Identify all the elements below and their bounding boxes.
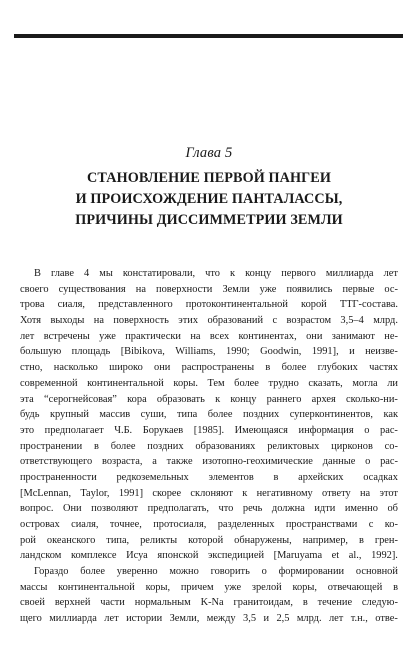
word: ландском: [20, 550, 62, 562]
word: et: [331, 550, 340, 562]
chapter-label: Глава 5: [185, 145, 233, 161]
word: уже: [259, 283, 277, 295]
word: не-: [384, 330, 398, 342]
word: течение: [317, 597, 353, 609]
chapter-title-line: СТАНОВЛЕНИЕ ПЕРВОЙ ПАНГЕИ: [87, 170, 331, 186]
word: Taylor,: [80, 487, 110, 499]
word: более: [110, 440, 136, 452]
word: о: [364, 424, 370, 436]
word: неизве-: [365, 346, 398, 358]
word: суперконтинентов,: [289, 409, 373, 421]
word: 1992].: [371, 550, 398, 562]
word: отве-: [375, 613, 398, 625]
word: основной: [355, 566, 398, 578]
word: о: [365, 456, 371, 468]
word: об: [387, 503, 398, 515]
word: позволяют: [91, 503, 139, 515]
word: коры,: [145, 581, 171, 593]
word: следую-: [361, 597, 398, 609]
chapter-title-line: ПРИЧИНЫ ДИССИММЕТРИИ ЗЕМЛИ: [75, 212, 343, 228]
word: Борукаев: [142, 424, 184, 436]
word: идти: [314, 503, 336, 515]
word: континентах,: [238, 330, 297, 342]
word: крупный: [49, 409, 89, 421]
word: Исуа: [126, 550, 148, 562]
word: редкоземельных: [116, 471, 189, 483]
text-line: [20, 297, 398, 313]
word: поздних: [242, 409, 280, 421]
word: лет: [328, 613, 344, 625]
text-line: [20, 486, 398, 502]
word: млрд.: [296, 613, 322, 625]
word: “серогнейсовая”: [43, 393, 117, 405]
word: сиаля,: [57, 299, 86, 311]
word: этих: [178, 315, 199, 327]
word: в: [302, 597, 308, 609]
word: Они: [62, 503, 82, 515]
word: образованиях: [195, 440, 256, 452]
body-text: [20, 266, 398, 627]
word: миллиарда: [325, 268, 374, 279]
word: [1985].: [193, 424, 225, 436]
word: Williams,: [175, 346, 216, 358]
word: коры,: [292, 581, 317, 593]
word: более: [80, 566, 106, 578]
word: истории: [126, 613, 163, 625]
word: причем: [180, 581, 214, 593]
text-line: [20, 470, 398, 486]
word: в: [93, 440, 99, 452]
word: обнаружены,: [234, 534, 292, 546]
word: изотопно-геохимические: [202, 456, 313, 468]
word: распространены: [181, 362, 255, 374]
word: площадь: [71, 346, 111, 358]
word: именно: [344, 503, 378, 515]
word: они: [154, 362, 171, 374]
word: и: [349, 346, 355, 358]
word: континентальной: [58, 581, 135, 593]
word: ко-: [384, 519, 398, 530]
word: в: [273, 471, 279, 483]
text-line: [20, 313, 398, 329]
chapter-title: [0, 168, 418, 231]
word: Земли: [222, 283, 250, 295]
word: на: [190, 330, 201, 342]
word: на: [360, 487, 371, 499]
word: 3,5–4: [340, 315, 364, 327]
word: этот: [379, 487, 398, 499]
word: концу: [230, 393, 257, 405]
word: Хотя: [20, 315, 42, 327]
word: выходы: [50, 315, 85, 327]
word: к: [215, 393, 221, 405]
word: типа: [176, 409, 198, 421]
word: также: [166, 456, 193, 468]
word: предполагать,: [147, 503, 209, 515]
word: встречены: [43, 330, 90, 342]
text-line: [20, 501, 398, 517]
text-line: [20, 423, 398, 439]
word: это: [20, 424, 35, 436]
word: формировании: [278, 566, 345, 578]
text-line: [20, 517, 398, 533]
word: протоконтинентальной: [185, 299, 288, 311]
word: [Bibikova,: [120, 346, 165, 358]
word: млрд.: [373, 315, 398, 327]
word: современной: [20, 377, 78, 389]
word: протосиаля,: [153, 519, 207, 530]
word: Тем: [207, 377, 225, 389]
word: возрастом: [286, 315, 332, 327]
word: склоняют: [190, 487, 233, 499]
word: к: [230, 268, 236, 279]
text-line: [20, 595, 398, 611]
word: возраста,: [101, 456, 143, 468]
word: реликты: [140, 534, 178, 546]
word: о: [261, 566, 267, 578]
word: верхней: [54, 597, 91, 609]
word: В: [34, 268, 41, 279]
word: рас-: [380, 456, 398, 468]
word: массив: [99, 409, 131, 421]
word: своего: [20, 283, 49, 295]
word: как: [383, 409, 398, 421]
text-line: [20, 266, 398, 282]
word: образований: [207, 315, 264, 327]
text-line: [20, 407, 398, 423]
word: занимают: [331, 330, 375, 342]
word: негативному: [256, 487, 313, 499]
word: констатировали,: [122, 268, 196, 279]
word: что: [205, 268, 220, 279]
word: ответствующего: [20, 456, 93, 468]
word: уже: [224, 581, 242, 593]
word: и: [263, 613, 270, 625]
word: большую: [20, 346, 62, 358]
word: сиаля,: [71, 519, 99, 530]
text-line: [20, 376, 398, 392]
word: предполагает: [44, 424, 104, 436]
word: экспедицией: [207, 550, 265, 562]
word: реликтовых: [267, 440, 320, 452]
word: что: [218, 503, 234, 515]
word: более: [234, 377, 259, 389]
text-line: [20, 360, 398, 376]
word: более: [207, 409, 233, 421]
word: ТТГ-состава.: [339, 299, 398, 311]
word: первого: [281, 268, 316, 279]
word: с: [368, 519, 374, 530]
word: сколько-ни-: [346, 393, 398, 405]
text-line: [20, 548, 398, 564]
word: пространенности: [20, 471, 97, 483]
word: речь: [242, 503, 263, 515]
word: например,: [302, 534, 349, 546]
word: поверхности: [156, 283, 213, 295]
word: коры.: [173, 377, 198, 389]
word: своей: [20, 597, 45, 609]
word: информация: [298, 424, 354, 436]
word: поздних: [147, 440, 184, 452]
word: более: [281, 362, 307, 374]
word: рас-: [380, 424, 398, 436]
word: континентальной: [87, 377, 164, 389]
text-line: [20, 282, 398, 298]
word: всех: [209, 330, 230, 342]
word: ос-: [384, 283, 398, 295]
word: широко: [109, 362, 143, 374]
word: островах: [20, 519, 60, 530]
word: ли: [387, 377, 398, 389]
word: типа,: [106, 534, 130, 546]
text-line: [20, 392, 398, 408]
word: к: [242, 487, 248, 499]
word: трова: [20, 299, 45, 311]
word: на: [93, 315, 104, 327]
word: раннего: [266, 393, 302, 405]
text-line: [20, 611, 398, 627]
word: уверенно: [116, 566, 158, 578]
word: можно: [169, 566, 199, 578]
chapter-title-line: И ПРОИСХОЖДЕНИЕ ПАНТАЛАССЫ,: [75, 191, 343, 207]
word: с: [272, 315, 278, 327]
word: образовать: [156, 393, 205, 405]
word: концу: [245, 268, 272, 279]
word: а: [152, 456, 157, 468]
text-line: [20, 564, 398, 580]
word: которой: [188, 534, 224, 546]
word: архейских: [298, 471, 344, 483]
word: глубоких: [317, 362, 358, 374]
word: 1991]: [118, 487, 144, 499]
word: первые: [342, 283, 375, 295]
word: ответу: [322, 487, 351, 499]
word: гранитоидам,: [233, 597, 293, 609]
word: грен-: [374, 534, 398, 546]
word: данные: [322, 456, 356, 468]
word: скорее: [152, 487, 182, 499]
word: зрелой: [251, 581, 282, 593]
word: Goodwin,: [260, 346, 302, 358]
word: отвечающей: [327, 581, 383, 593]
word: они: [306, 330, 323, 342]
text-line: [20, 533, 398, 549]
word: комплексе: [70, 550, 117, 562]
word: в: [358, 534, 364, 546]
word: океанского: [46, 534, 96, 546]
word: рой: [20, 534, 36, 546]
word: 4: [84, 268, 90, 279]
word: Земли,: [169, 613, 200, 625]
text-line: [20, 454, 398, 470]
word: трудно: [268, 377, 299, 389]
word: al.,: [348, 550, 362, 562]
word: стно,: [20, 362, 43, 374]
word: 1991],: [311, 346, 339, 358]
word: Гораздо: [34, 566, 69, 578]
word: корой: [301, 299, 327, 311]
word: практически: [125, 330, 181, 342]
word: говорить: [210, 566, 250, 578]
word: цирконов: [331, 440, 373, 452]
word: разделенных: [217, 519, 275, 530]
word: могла: [352, 377, 378, 389]
word: массы: [20, 581, 48, 593]
word: в: [265, 362, 271, 374]
word: 3,5: [243, 613, 257, 625]
word: [Maruyama: [273, 550, 323, 562]
word: лет: [20, 330, 35, 342]
word: щего: [20, 613, 42, 625]
word: существования: [58, 283, 126, 295]
word: на: [135, 283, 146, 295]
word: мы: [99, 268, 113, 279]
word: [McLennan,: [20, 487, 72, 499]
word: суши,: [140, 409, 167, 421]
text-line: [20, 329, 398, 345]
word: пространствами: [285, 519, 358, 530]
word: появились: [286, 283, 333, 295]
word: пространении: [20, 440, 83, 452]
text-line: [20, 439, 398, 455]
word: должна: [271, 503, 305, 515]
word: 2,5: [276, 613, 290, 625]
word: кора: [127, 393, 147, 405]
word: точнее,: [109, 519, 142, 530]
word: уже: [99, 330, 116, 342]
top-rule: [14, 34, 403, 38]
word: главе: [50, 268, 74, 279]
word: в: [393, 581, 398, 593]
word: лет: [104, 613, 119, 625]
text-line: [20, 344, 398, 360]
word: со-: [384, 440, 398, 452]
word: нормальным: [134, 597, 191, 609]
word: т.н.,: [350, 613, 368, 625]
word: элементов: [208, 471, 254, 483]
word: насколько: [53, 362, 98, 374]
word: японской: [157, 550, 199, 562]
word: частях: [369, 362, 398, 374]
word: части: [100, 597, 125, 609]
word: Ч.Б.: [114, 424, 133, 436]
word: 1990;: [226, 346, 250, 358]
word: вопрос.: [20, 503, 54, 515]
word: представленного: [98, 299, 173, 311]
word: сказать,: [308, 377, 343, 389]
word: эта: [20, 393, 34, 405]
word: лет: [383, 268, 398, 279]
word: будь: [20, 409, 40, 421]
word: K-Na: [200, 597, 224, 609]
word: между: [206, 613, 236, 625]
word: миллиарда: [49, 613, 97, 625]
word: Имеющаяся: [234, 424, 288, 436]
text-line: [20, 580, 398, 596]
word: архея: [311, 393, 336, 405]
word: осадках: [363, 471, 398, 483]
word: поверхность: [113, 315, 169, 327]
